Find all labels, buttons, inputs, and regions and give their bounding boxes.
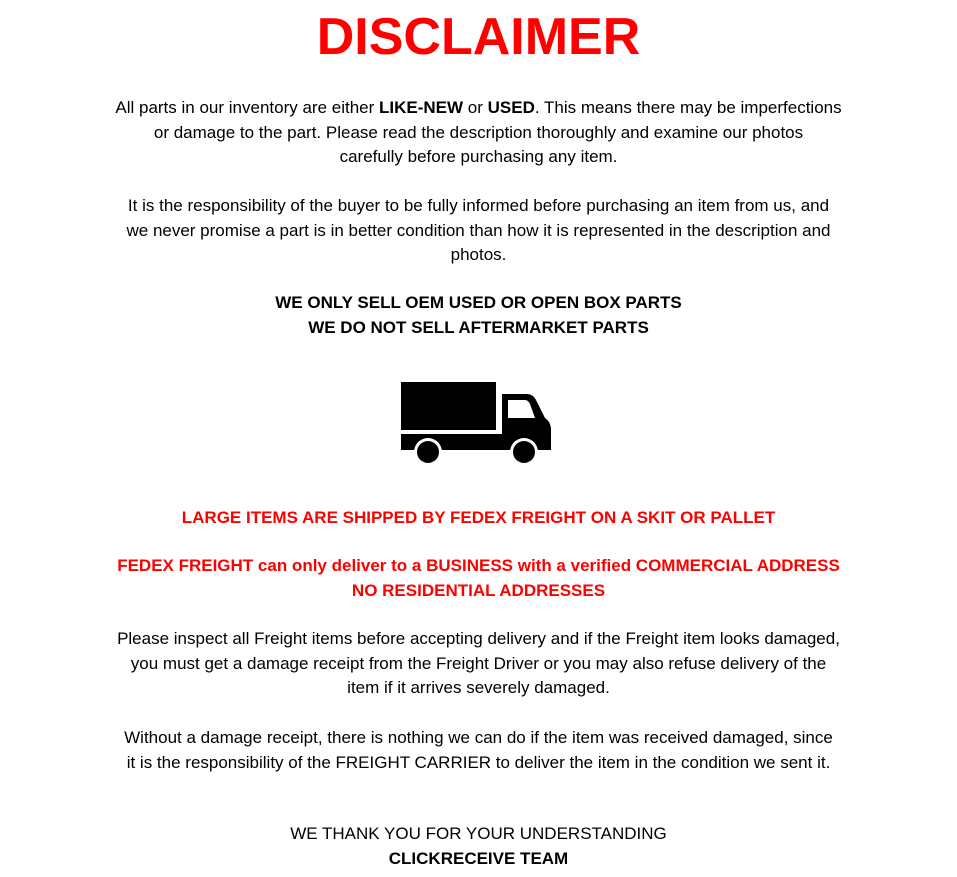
oem-line-1: WE ONLY SELL OEM USED OR OPEN BOX PARTS (275, 293, 682, 312)
no-residential-line: NO RESIDENTIAL ADDRESSES (351, 580, 606, 600)
intro-line-2: or damage to the part. Please read the description thoroughly and examine our photos (153, 122, 804, 142)
oem-notice (40, 291, 917, 340)
business-delivery-notice (40, 554, 917, 603)
business-only-line: FEDEX FREIGHT can only deliver to a BUSINESS with a verified COMMERCIAL ADDRESS (117, 556, 840, 575)
receipt-line-2: it is the responsibility of the FREIGHT CARRIER to deliver the item in the condition we sent it. (126, 752, 831, 772)
inspect-line-1: Please inspect all Freight items before accepting delivery and if the Freight item looks damaged, (117, 629, 840, 648)
inspect-line-2: you must get a damage receipt from the Freight Driver or you may also refuse delivery of the (130, 653, 827, 673)
large-items-line: LARGE ITEMS ARE SHIPPED BY FEDEX FREIGHT ON A SKIT OR PALLET (181, 508, 776, 527)
responsibility-line-1: It is the responsibility of the buyer to be fully informed before purchasing an item from us, and (127, 196, 830, 215)
large-items-notice (40, 506, 917, 531)
responsibility-line-3: photos. (450, 245, 507, 264)
receipt-line-1: Without a damage receipt, there is nothing we can do if the item was received damaged, since (124, 728, 833, 747)
damage-receipt-paragraph (40, 726, 917, 775)
used-emphasis: USED (487, 98, 535, 117)
inspect-paragraph (40, 627, 917, 701)
thank-you-line: WE THANK YOU FOR YOUR UNDERSTANDING (290, 824, 667, 843)
responsibility-paragraph (40, 194, 917, 268)
intro-paragraph (40, 96, 917, 170)
closing-block (40, 822, 917, 871)
inspect-line-3: item if it arrives severely damaged. (347, 678, 610, 697)
page-title: DISCLAIMER (316, 8, 641, 66)
intro-line-1: All parts in our inventory are either LIKE-NEW or USED. This means there may be imperfections (115, 98, 842, 117)
responsibility-line-2: we never promise a part is in better condition than how it is represented in the description and (126, 220, 831, 240)
delivery-truck-icon (399, 380, 553, 466)
like-new-emphasis: LIKE-NEW (379, 98, 464, 117)
intro-line-3: carefully before purchasing any item. (339, 147, 618, 166)
team-signature: CLICKRECEIVE TEAM (388, 848, 569, 868)
oem-line-2: WE DO NOT SELL AFTERMARKET PARTS (308, 317, 649, 337)
